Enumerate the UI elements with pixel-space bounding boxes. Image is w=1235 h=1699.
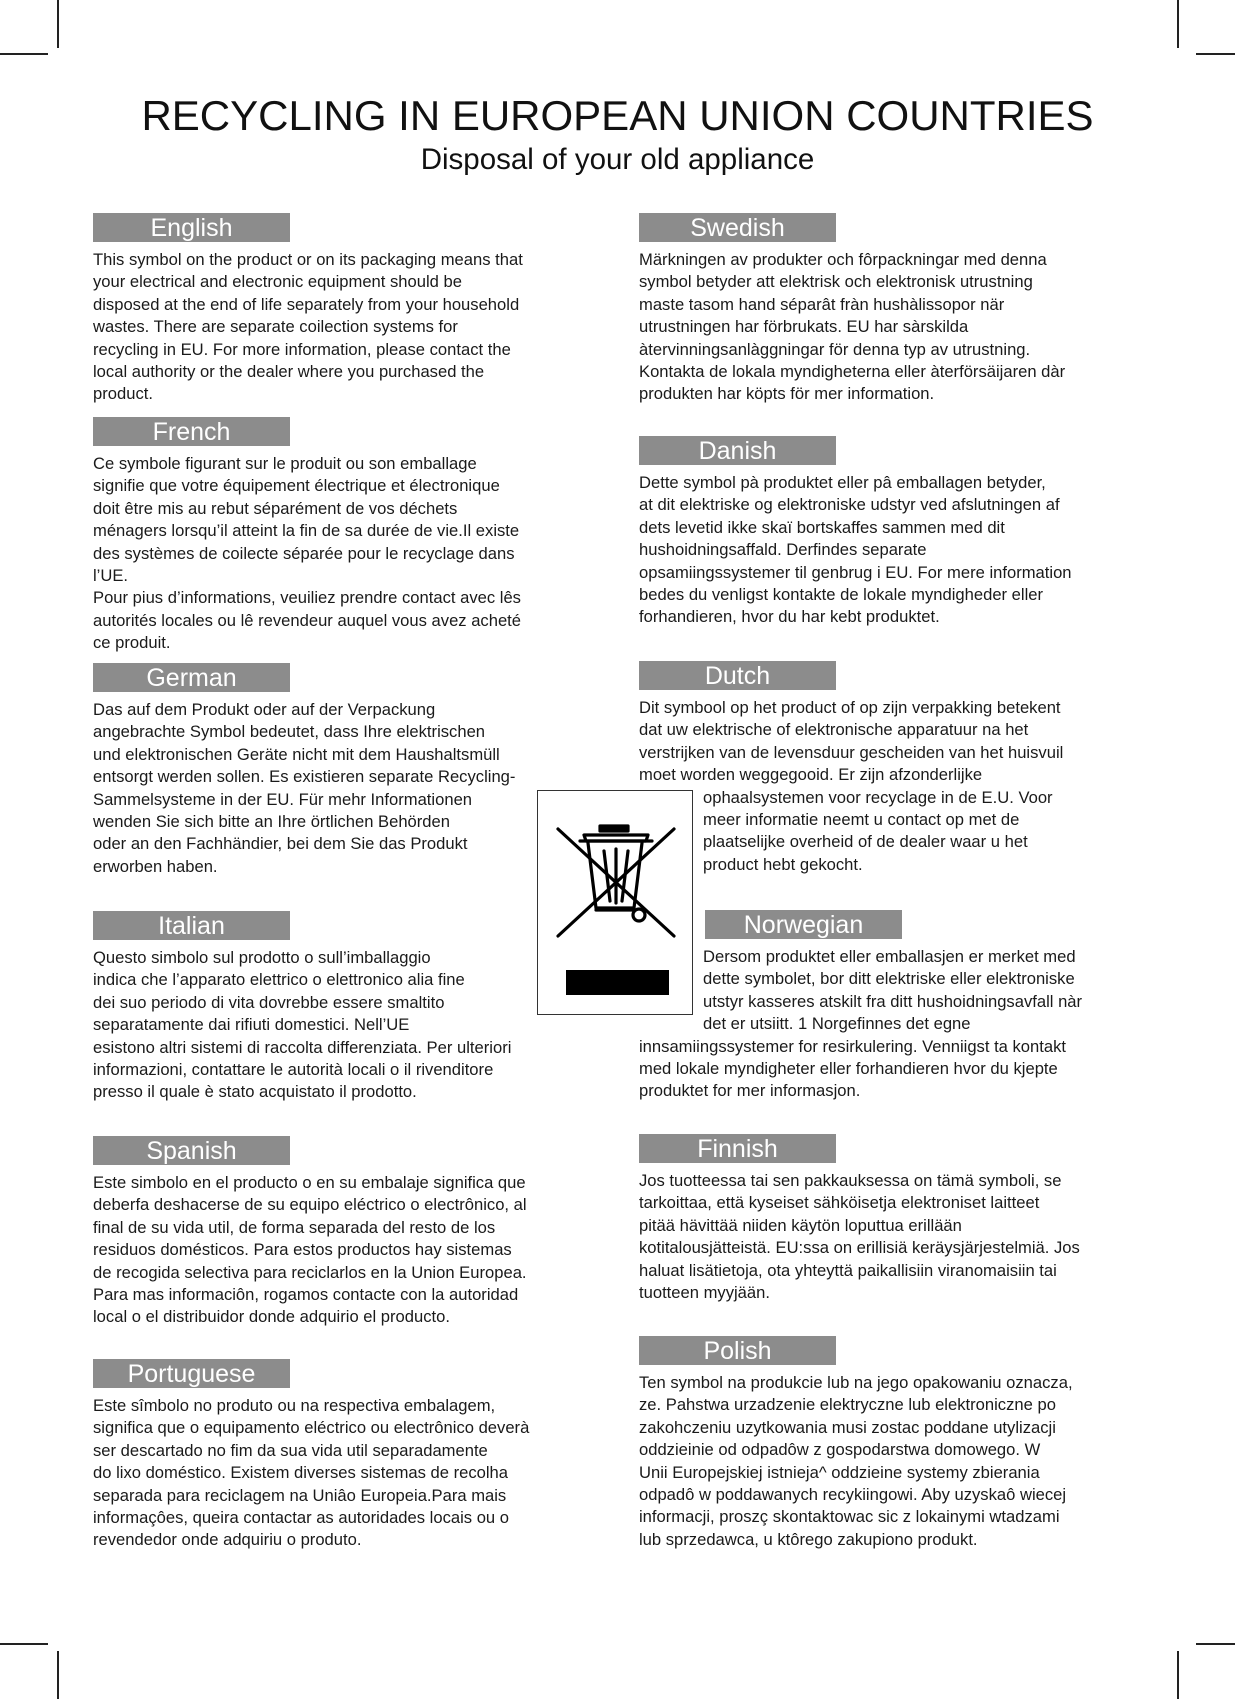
crop-mark [1177, 0, 1179, 48]
crop-mark [0, 53, 48, 55]
section-text: Dit symbool op het product of op zijn verpakking betekent dat uw elektrische of elektronische apparatuur na het verstrijken van de levensduur gescheiden van het huisvuil moet worden weggegooid. Er zijn afzonderlijke [639, 698, 1064, 785]
section-text: Jos tuotteessa tai sen pakkauksessa on tämä symboli, se tarkoittaa, että kyseiset sähköisetja elektroniset laitteet pitää hävittää niiden käytön loputtua erillään kotitalousjätteistä. EU:ssa on erillisiä keräysjärjestelmiä. Jos haluat lisätietoja, ota yhteyttä paikallisiin viranomaisiin tai tuotteen myyjään. [639, 1171, 1080, 1303]
section-text: Ce symbole figurant sur le produit ou son emballage signifie que votre équipement électrique et électronique doit être mis au rebut séparément de vos déchets ménagers lorsqu’il atteint la fin de sa durée de vie.Il existe des systèmes de coilecte séparée pour le recyclage dans l’UE. Pour pius d’informations, veuiliez prendre contact avec lês autorités locales ou lê revendeur auquel vous avez acheté ce produit. [93, 454, 522, 653]
section-heading: Finnish [639, 1134, 836, 1163]
section-text: Este sîmbolo no produto ou na respectiva embalagem, significa que o equipamento eléctrico ou electrônico deverà ser descartado no fim da sua vida util separadamente do lixo doméstico. Existem diverses sistemas de recolha separada para reciclagem na Uniâo Europeia.Para mais informaçôes, queira contactar as autoridades locais ou o revendedor onde adquiriu o produto. [93, 1396, 530, 1550]
section-text: This symbol on the product or on its packaging means that your electrical and electronic equipment should be disposed at the end of life separately from your household wastes. There are separate coilection systems for recycling in EU. For more information, please contact the local authority or the dealer where you purchased the product. [93, 250, 523, 404]
weee-symbol-box [537, 790, 693, 1015]
section-heading: Danish [639, 436, 836, 465]
section-heading: Spanish [93, 1136, 290, 1165]
section-swedish [639, 213, 1149, 406]
section-english [93, 213, 603, 406]
section-text: Märkningen av produkter och fôrpackningar med denna symbol betyder att elektrisk och elektronisk utrustning maste tasom hand séparât fràn hushàlissopor när utrustningen har förbrukats. EU har sàrskilda àtervinningsanlàggningar för denna typ av utrustning. Kontakta de lokala myndigheterna eller àterförsäijaren dàr produkten har köpts för mer information. [639, 250, 1066, 404]
section-french [93, 417, 603, 655]
crop-mark [1196, 53, 1235, 55]
section-heading: German [93, 663, 290, 692]
section-text: Dette symbol pà produktet eller pâ emballagen betyder, at dit elektriske og elektroniske udstyr ved afslutningen af dets levetid ikke skaï bortskaffes sammen med dit hushoidningsaffald. Derfindes separate opsamiingssystemer til genbrug i EU. For mere information bedes du venligst kontakte de lokale myndigheder eller forhandieren, hvor du har kebt produktet. [639, 473, 1072, 627]
crop-mark [57, 0, 59, 48]
crop-mark [0, 1643, 48, 1645]
section-heading: Italian [93, 911, 290, 940]
section-text: Questo simbolo sul prodotto o sull’imballaggio indica che l’apparato elettrico o elettronico alia fine dei suo periodo di vita dovrebbe essere smaltito separatamente dai rifiuti domestici. Nell’UE esistono altri sistemi di raccolta differenziata. Per ulteriori informazioni, contattare le autorità locali o il rivenditore presso il quale è stato acquistato il prodotto. [93, 948, 512, 1102]
section-norwegian [639, 910, 1149, 1103]
section-heading: Norwegian [705, 910, 902, 939]
section-heading: Portuguese [93, 1359, 290, 1388]
section-text: Este simbolo en el producto o en su embalaje significa que deberfa deshacerse de su equipo eléctrico o electrônico, al final de su vida util, de forma separada del resto de los residuos domésticos. Para estos productos hay sistemas de recogida selectiva para reciclarlos en la Union Europea. Para mas informaciôn, rogamos contacte con la autoridad local o el distribuidor donde adquirio el producto. [93, 1173, 527, 1327]
section-heading: English [93, 213, 290, 242]
section-german [93, 663, 603, 878]
section-spanish [93, 1136, 603, 1329]
crop-mark [57, 1651, 59, 1699]
section-dutch [639, 661, 1149, 876]
crop-mark [1177, 1651, 1179, 1699]
section-italian [93, 911, 603, 1104]
section-finnish [639, 1134, 1149, 1304]
section-text: Das auf dem Produkt oder auf der Verpackung angebrachte Symbol bedeutet, dass Ihre elektrischen und elektronischen Geräte nicht mit dem Haushaltsmüll entsorgt werden sollen. Es existieren separate Recycling- Sammelsysteme in der EU. Für mehr Informationen wenden Sie sich bitte an Ihre örtlichen Behörden oder an den Fachhändier, bei dem Sie das Produkt erworben haben. [93, 700, 516, 876]
section-text: innsamiingssystemer for resirkulering. Venniigst ta kontakt med lokale myndigheter eller forhandieren hvor du kjepte produktet for mer informasjon. [639, 1036, 1067, 1101]
section-heading: Dutch [639, 661, 836, 690]
section-polish [639, 1336, 1149, 1551]
page-subtitle: Disposal of your old appliance [420, 143, 815, 176]
section-text: Ten symbol na produkcie lub na jego opakowaniu oznacza, ze. Pahstwa urzadzenie elektryczne lub elektroniczne po zakohczeniu uzytkowania musi zostac poddane utylizacji oddzieinie od odpadôw z gospodarstwa domowego. W Unii Europejskiej istnieja^ oddzieine systemy zbierania odpadô w poddawanych recykiingowi. Aby uzyskaô wiecej informacji, proszç skontaktowac sic z lokainymi wtadzami lub sprzedawca, u ktôrego zakupiono produkt. [639, 1373, 1073, 1549]
section-text-wrapped: Dersom produktet eller emballasjen er merket med dette symbolet, bor ditt elektriske eller elektroniske utstyr kasseres atskilt fra ditt hushoidningsavfall nàr det er utsiitt. 1 Norgefinnes det egne [703, 947, 1083, 1034]
crop-mark [1196, 1643, 1235, 1645]
section-heading: French [93, 417, 290, 446]
page-title: RECYCLING IN EUROPEAN UNION COUNTRIES [141, 92, 1094, 139]
section-danish [639, 436, 1149, 629]
section-portuguese [93, 1359, 603, 1552]
section-heading: Swedish [639, 213, 836, 242]
section-text-wrapped: ophaalsystemen voor recyclage in de E.U. Voor meer informatie neemt u contact op met de plaatselijke overheid of de dealer waar u het product hebt gekocht. [703, 787, 1053, 874]
crossed-out-wheelie-bin-icon [538, 791, 694, 1016]
section-heading: Polish [639, 1336, 836, 1365]
